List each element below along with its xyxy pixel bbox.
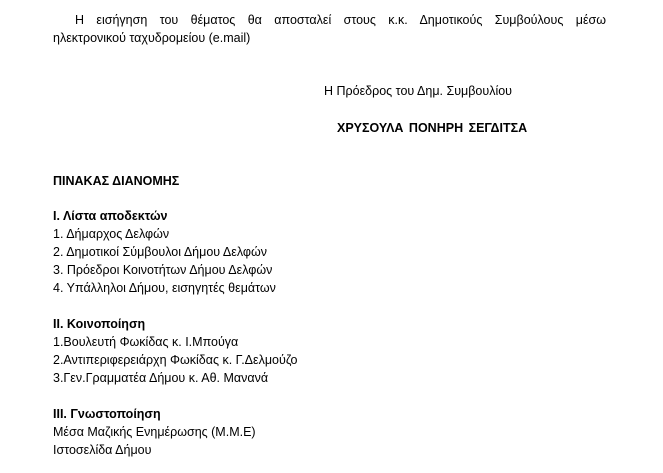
intro-line-1: Η εισήγηση του θέματος θα αποσταλεί στους κ.κ. Δημοτικούς Συμβούλους μέσω xyxy=(75,13,606,27)
intro-paragraph xyxy=(53,11,606,47)
list-item: Μέσα Μαζικής Ενημέρωσης (Μ.Μ.Ε) xyxy=(53,425,256,439)
distribution-title: ΠΙΝΑΚΑΣ ΔΙΑΝΟΜΗΣ xyxy=(53,174,180,188)
list-item: 2. Δημοτικοί Σύμβουλοι Δήμου Δελφών xyxy=(53,245,267,259)
list-item: 4. Υπάλληλοι Δήμου, εισηγητές θεμάτων xyxy=(53,281,276,295)
list-item: 3. Πρόεδροι Κοινοτήτων Δήμου Δελφών xyxy=(53,263,273,277)
section-heading: ΙΙΙ. Γνωστοποίηση xyxy=(53,407,161,421)
section-heading: ΙΙ. Κοινοποίηση xyxy=(53,317,146,331)
section-notification xyxy=(53,405,256,459)
list-item: 2.Αντιπεριφερειάρχη Φωκίδας κ. Γ.Δελμούζο xyxy=(53,353,298,367)
section-heading: Ι. Λίστα αποδεκτών xyxy=(53,209,168,223)
list-item: Ιστοσελίδα Δήμου xyxy=(53,443,152,457)
signature-name: ΧΡΥΣΟΥΛΑ ΠΟΝΗΡΗ ΣΕΓΔΙΤΣΑ xyxy=(337,121,528,135)
list-item: 1.Βουλευτή Φωκίδας κ. Ι.Μπούγα xyxy=(53,335,239,349)
list-item: 3.Γεν.Γραμματέα Δήμου κ. Αθ. Μανανά xyxy=(53,371,269,385)
list-item: 1. Δήμαρχος Δελφών xyxy=(53,227,170,241)
intro-line-2: ηλεκτρονικού ταχυδρομείου (e.mail) xyxy=(53,31,251,45)
section-cc xyxy=(53,315,297,387)
section-recipients xyxy=(53,207,276,297)
signature-role: Η Πρόεδρος του Δημ. Συμβουλίου xyxy=(324,84,513,98)
